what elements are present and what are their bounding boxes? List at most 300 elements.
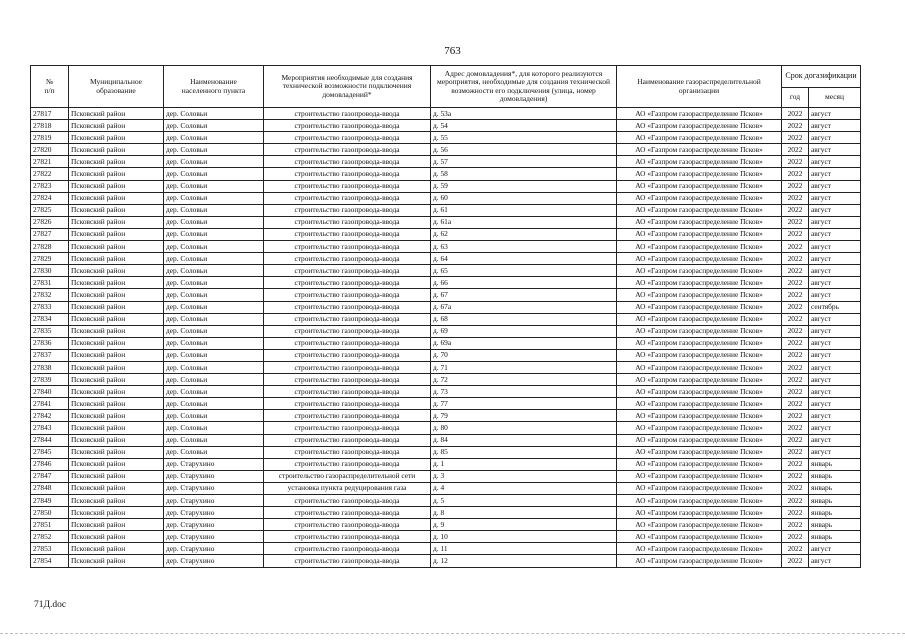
cell-month: август [809,313,861,325]
cell-year: 2022 [782,204,809,216]
cell-number: 27834 [31,313,69,325]
cell-address: д. 10 [431,531,617,543]
cell-settlement: дер. Соловьи [164,216,264,228]
cell-year: 2022 [782,495,809,507]
cell-settlement: дер. Соловьи [164,349,264,361]
cell-district: Псковский район [69,325,164,337]
cell-number: 27841 [31,398,69,410]
cell-activity: строительство газопровода-ввода [264,519,431,531]
table-row [31,313,861,325]
cell-number: 27852 [31,531,69,543]
cell-address: д. 5 [431,495,617,507]
cell-org: АО «Газпром газораспределение Псков» [617,410,782,422]
cell-address: д. 61 [431,204,617,216]
cell-org: АО «Газпром газораспределение Псков» [617,120,782,132]
cell-activity: строительство газопровода-ввода [264,543,431,555]
cell-address: д. 59 [431,180,617,192]
table-row [31,555,861,567]
cell-number: 27851 [31,519,69,531]
cell-activity: строительство газопровода-ввода [264,265,431,277]
cell-month: январь [809,482,861,494]
cell-month: август [809,108,861,120]
cell-month: август [809,228,861,240]
cell-activity: строительство газопровода-ввода [264,228,431,240]
cell-activity: строительство газопровода-ввода [264,168,431,180]
cell-number: 27828 [31,241,69,253]
cell-settlement: дер. Соловьи [164,386,264,398]
cell-year: 2022 [782,398,809,410]
cell-settlement: дер. Старухино [164,543,264,555]
cell-number: 27831 [31,277,69,289]
cell-number: 27827 [31,228,69,240]
cell-address: д. 55 [431,132,617,144]
table-row [31,325,861,337]
cell-settlement: дер. Соловьи [164,156,264,168]
table-row [31,386,861,398]
cell-number: 27821 [31,156,69,168]
cell-address: д. 79 [431,410,617,422]
cell-address: д. 67 [431,289,617,301]
header-activity: Мероприятия необходимые для создания технической возможности подключения домовладений* [264,66,431,108]
cell-district: Псковский район [69,349,164,361]
cell-activity: строительство газопровода-ввода [264,325,431,337]
cell-settlement: дер. Соловьи [164,374,264,386]
cell-month: сентябрь [809,301,861,313]
cell-district: Псковский район [69,228,164,240]
cell-activity: строительство газопровода-ввода [264,241,431,253]
cell-settlement: дер. Соловьи [164,192,264,204]
header-month: месяц [809,88,861,108]
cell-district: Псковский район [69,398,164,410]
cell-number: 27850 [31,507,69,519]
cell-address: д. 60 [431,192,617,204]
cell-address: д. 53а [431,108,617,120]
cell-year: 2022 [782,228,809,240]
cell-activity: строительство газопровода-ввода [264,495,431,507]
cell-year: 2022 [782,241,809,253]
cell-district: Псковский район [69,531,164,543]
cell-settlement: дер. Старухино [164,470,264,482]
cell-org: АО «Газпром газораспределение Псков» [617,398,782,410]
cell-activity: строительство газопровода-ввода [264,531,431,543]
cell-year: 2022 [782,120,809,132]
cell-month: август [809,180,861,192]
cell-district: Псковский район [69,313,164,325]
table-row [31,289,861,301]
cell-settlement: дер. Соловьи [164,132,264,144]
cell-address: д. 85 [431,446,617,458]
cell-org: АО «Газпром газораспределение Псков» [617,180,782,192]
cell-activity: строительство газопровода-ввода [264,253,431,265]
cell-year: 2022 [782,458,809,470]
cell-org: АО «Газпром газораспределение Псков» [617,168,782,180]
cell-month: август [809,192,861,204]
cell-month: август [809,253,861,265]
cell-org: АО «Газпром газораспределение Псков» [617,495,782,507]
cell-activity: строительство газопровода-ввода [264,216,431,228]
cell-number: 27818 [31,120,69,132]
cell-district: Псковский район [69,519,164,531]
cell-number: 27842 [31,410,69,422]
cell-address: д. 56 [431,144,617,156]
cell-activity: строительство газопровода-ввода [264,349,431,361]
cell-settlement: дер. Соловьи [164,301,264,313]
table-row [31,458,861,470]
cell-number: 27836 [31,337,69,349]
table-row [31,470,861,482]
cell-settlement: дер. Старухино [164,555,264,567]
cell-activity: строительство газопровода-ввода [264,132,431,144]
cell-district: Псковский район [69,470,164,482]
cell-activity: строительство газопровода-ввода [264,337,431,349]
cell-settlement: дер. Соловьи [164,361,264,373]
cell-district: Псковский район [69,386,164,398]
table-row [31,180,861,192]
cell-org: АО «Газпром газораспределение Псков» [617,241,782,253]
cell-month: август [809,132,861,144]
cell-year: 2022 [782,422,809,434]
cell-settlement: дер. Соловьи [164,289,264,301]
footer-filename: 71Д.doc [34,600,67,610]
cell-year: 2022 [782,144,809,156]
cell-month: август [809,374,861,386]
cell-settlement: дер. Соловьи [164,265,264,277]
cell-district: Псковский район [69,458,164,470]
cell-org: АО «Газпром газораспределение Псков» [617,216,782,228]
cell-month: август [809,361,861,373]
cell-number: 27826 [31,216,69,228]
cell-activity: строительство газопровода-ввода [264,120,431,132]
table-row [31,132,861,144]
cell-org: АО «Газпром газораспределение Псков» [617,482,782,494]
cell-month: август [809,422,861,434]
cell-activity: строительство газопровода-ввода [264,313,431,325]
cell-month: август [809,555,861,567]
table-row [31,204,861,216]
cell-district: Псковский район [69,289,164,301]
cell-settlement: дер. Соловьи [164,434,264,446]
cell-org: АО «Газпром газораспределение Псков» [617,374,782,386]
cell-org: АО «Газпром газораспределение Псков» [617,313,782,325]
table-row [31,519,861,531]
cell-district: Псковский район [69,265,164,277]
cell-org: АО «Газпром газораспределение Псков» [617,543,782,555]
cell-number: 27819 [31,132,69,144]
cell-month: январь [809,470,861,482]
cell-number: 27846 [31,458,69,470]
cell-number: 27820 [31,144,69,156]
cell-number: 27832 [31,289,69,301]
scan-edge-divider [0,633,905,635]
cell-year: 2022 [782,277,809,289]
cell-year: 2022 [782,180,809,192]
cell-settlement: дер. Соловьи [164,228,264,240]
cell-settlement: дер. Соловьи [164,180,264,192]
cell-settlement: дер. Соловьи [164,168,264,180]
cell-number: 27825 [31,204,69,216]
cell-district: Псковский район [69,216,164,228]
cell-district: Псковский район [69,337,164,349]
cell-year: 2022 [782,446,809,458]
cell-district: Псковский район [69,253,164,265]
cell-month: август [809,241,861,253]
cell-year: 2022 [782,289,809,301]
cell-activity: строительство газопровода-ввода [264,458,431,470]
cell-org: АО «Газпром газораспределение Псков» [617,349,782,361]
cell-settlement: дер. Соловьи [164,410,264,422]
cell-address: д. 65 [431,265,617,277]
cell-year: 2022 [782,168,809,180]
cell-year: 2022 [782,482,809,494]
table-row [31,434,861,446]
cell-address: д. 67а [431,301,617,313]
cell-year: 2022 [782,410,809,422]
cell-settlement: дер. Старухино [164,482,264,494]
cell-month: январь [809,495,861,507]
cell-year: 2022 [782,253,809,265]
cell-org: АО «Газпром газораспределение Псков» [617,108,782,120]
cell-district: Псковский район [69,144,164,156]
table-row [31,374,861,386]
cell-number: 27835 [31,325,69,337]
table-row [31,410,861,422]
cell-district: Псковский район [69,192,164,204]
table-row [31,482,861,494]
cell-address: д. 61а [431,216,617,228]
cell-settlement: дер. Соловьи [164,144,264,156]
cell-month: август [809,446,861,458]
cell-month: январь [809,519,861,531]
cell-year: 2022 [782,519,809,531]
cell-org: АО «Газпром газораспределение Псков» [617,156,782,168]
cell-district: Псковский район [69,446,164,458]
cell-org: АО «Газпром газораспределение Псков» [617,132,782,144]
cell-year: 2022 [782,216,809,228]
cell-activity: строительство газопровода-ввода [264,507,431,519]
cell-activity: строительство газопровода-ввода [264,398,431,410]
cell-org: АО «Газпром газораспределение Псков» [617,265,782,277]
cell-address: д. 68 [431,313,617,325]
cell-district: Псковский район [69,108,164,120]
cell-year: 2022 [782,555,809,567]
table-row [31,422,861,434]
cell-settlement: дер. Старухино [164,531,264,543]
cell-settlement: дер. Соловьи [164,120,264,132]
cell-settlement: дер. Соловьи [164,337,264,349]
cell-district: Псковский район [69,543,164,555]
cell-org: АО «Газпром газораспределение Псков» [617,289,782,301]
cell-settlement: дер. Соловьи [164,277,264,289]
cell-number: 27854 [31,555,69,567]
cell-year: 2022 [782,337,809,349]
table-row [31,168,861,180]
cell-org: АО «Газпром газораспределение Псков» [617,192,782,204]
cell-number: 27839 [31,374,69,386]
cell-year: 2022 [782,265,809,277]
cell-address: д. 8 [431,507,617,519]
cell-settlement: дер. Старухино [164,495,264,507]
cell-number: 27848 [31,482,69,494]
cell-address: д. 9 [431,519,617,531]
cell-district: Псковский район [69,120,164,132]
cell-settlement: дер. Старухино [164,458,264,470]
cell-month: январь [809,458,861,470]
cell-year: 2022 [782,374,809,386]
cell-org: АО «Газпром газораспределение Псков» [617,301,782,313]
cell-address: д. 73 [431,386,617,398]
cell-year: 2022 [782,349,809,361]
cell-year: 2022 [782,361,809,373]
cell-address: д. 58 [431,168,617,180]
cell-settlement: дер. Соловьи [164,313,264,325]
cell-month: август [809,386,861,398]
cell-activity: строительство газопровода-ввода [264,555,431,567]
cell-address: д. 62 [431,228,617,240]
cell-month: август [809,168,861,180]
cell-district: Псковский район [69,168,164,180]
cell-org: АО «Газпром газораспределение Псков» [617,253,782,265]
cell-settlement: дер. Старухино [164,507,264,519]
table-row [31,507,861,519]
cell-district: Псковский район [69,555,164,567]
cell-month: август [809,277,861,289]
table-row [31,156,861,168]
table-body [31,108,861,568]
cell-org: АО «Газпром газораспределение Псков» [617,144,782,156]
cell-district: Псковский район [69,422,164,434]
cell-activity: строительство газопровода-ввода [264,204,431,216]
table-row [31,144,861,156]
cell-settlement: дер. Соловьи [164,204,264,216]
cell-district: Псковский район [69,374,164,386]
cell-activity: строительство газопровода-ввода [264,434,431,446]
cell-activity: строительство газопровода-ввода [264,277,431,289]
header-address: Адрес домовладения*, для которого реализуются мероприятия, необходимые для создания технической возможности его подключения (улица, номер домовладения) [431,66,617,108]
cell-activity: строительство газопровода-ввода [264,422,431,434]
cell-number: 27845 [31,446,69,458]
cell-address: д. 57 [431,156,617,168]
cell-month: август [809,398,861,410]
cell-month: август [809,120,861,132]
cell-year: 2022 [782,132,809,144]
cell-address: д. 3 [431,470,617,482]
cell-month: август [809,156,861,168]
cell-district: Псковский район [69,410,164,422]
table-row [31,120,861,132]
cell-month: январь [809,531,861,543]
cell-month: август [809,543,861,555]
cell-district: Псковский район [69,495,164,507]
header-year: год [782,88,809,108]
table-row [31,361,861,373]
cell-number: 27829 [31,253,69,265]
cell-district: Псковский район [69,361,164,373]
cell-year: 2022 [782,470,809,482]
cell-activity: строительство газопровода-ввода [264,192,431,204]
table-row [31,277,861,289]
gasification-table [30,65,861,568]
cell-number: 27838 [31,361,69,373]
table-row [31,495,861,507]
cell-number: 27844 [31,434,69,446]
cell-org: АО «Газпром газораспределение Псков» [617,446,782,458]
cell-district: Псковский район [69,277,164,289]
cell-settlement: дер. Соловьи [164,325,264,337]
cell-org: АО «Газпром газораспределение Псков» [617,434,782,446]
cell-month: август [809,410,861,422]
header-district: Муниципальное образование [69,66,164,108]
cell-month: август [809,144,861,156]
cell-settlement: дер. Соловьи [164,422,264,434]
cell-org: АО «Газпром газораспределение Псков» [617,555,782,567]
cell-org: АО «Газпром газораспределение Псков» [617,337,782,349]
header-settlement: Наименование населенного пункта [164,66,264,108]
table-row [31,241,861,253]
table-row [31,265,861,277]
cell-org: АО «Газпром газораспределение Псков» [617,325,782,337]
page-number: 763 [444,45,461,57]
cell-address: д. 69а [431,337,617,349]
cell-year: 2022 [782,192,809,204]
table-header [31,66,861,108]
cell-district: Псковский район [69,132,164,144]
cell-number: 27843 [31,422,69,434]
cell-year: 2022 [782,325,809,337]
cell-org: АО «Газпром газораспределение Псков» [617,507,782,519]
cell-org: АО «Газпром газораспределение Псков» [617,458,782,470]
table-row [31,446,861,458]
cell-address: д. 63 [431,241,617,253]
cell-address: д. 70 [431,349,617,361]
cell-org: АО «Газпром газораспределение Псков» [617,422,782,434]
header-deadline: Срок догазификации [782,66,861,88]
cell-year: 2022 [782,531,809,543]
cell-activity: строительство газопровода-ввода [264,410,431,422]
cell-month: август [809,349,861,361]
table-row [31,192,861,204]
cell-settlement: дер. Соловьи [164,446,264,458]
cell-number: 27840 [31,386,69,398]
cell-org: АО «Газпром газораспределение Псков» [617,361,782,373]
cell-address: д. 69 [431,325,617,337]
cell-settlement: дер. Соловьи [164,253,264,265]
cell-activity: строительство газопровода-ввода [264,374,431,386]
cell-number: 27830 [31,265,69,277]
cell-settlement: дер. Соловьи [164,108,264,120]
cell-number: 27822 [31,168,69,180]
cell-activity: строительство газопровода-ввода [264,446,431,458]
cell-number: 27837 [31,349,69,361]
cell-address: д. 80 [431,422,617,434]
cell-activity: строительство газопровода-ввода [264,386,431,398]
cell-month: январь [809,507,861,519]
cell-month: август [809,204,861,216]
cell-number: 27823 [31,180,69,192]
cell-address: д. 12 [431,555,617,567]
cell-year: 2022 [782,313,809,325]
header-number: № п/п [31,66,69,108]
cell-number: 27847 [31,470,69,482]
cell-org: АО «Газпром газораспределение Псков» [617,228,782,240]
cell-year: 2022 [782,301,809,313]
cell-activity: строительство газораспределительной сети [264,470,431,482]
cell-org: АО «Газпром газораспределение Псков» [617,277,782,289]
table-row [31,228,861,240]
cell-address: д. 84 [431,434,617,446]
table-row [31,543,861,555]
cell-year: 2022 [782,543,809,555]
cell-activity: строительство газопровода-ввода [264,289,431,301]
